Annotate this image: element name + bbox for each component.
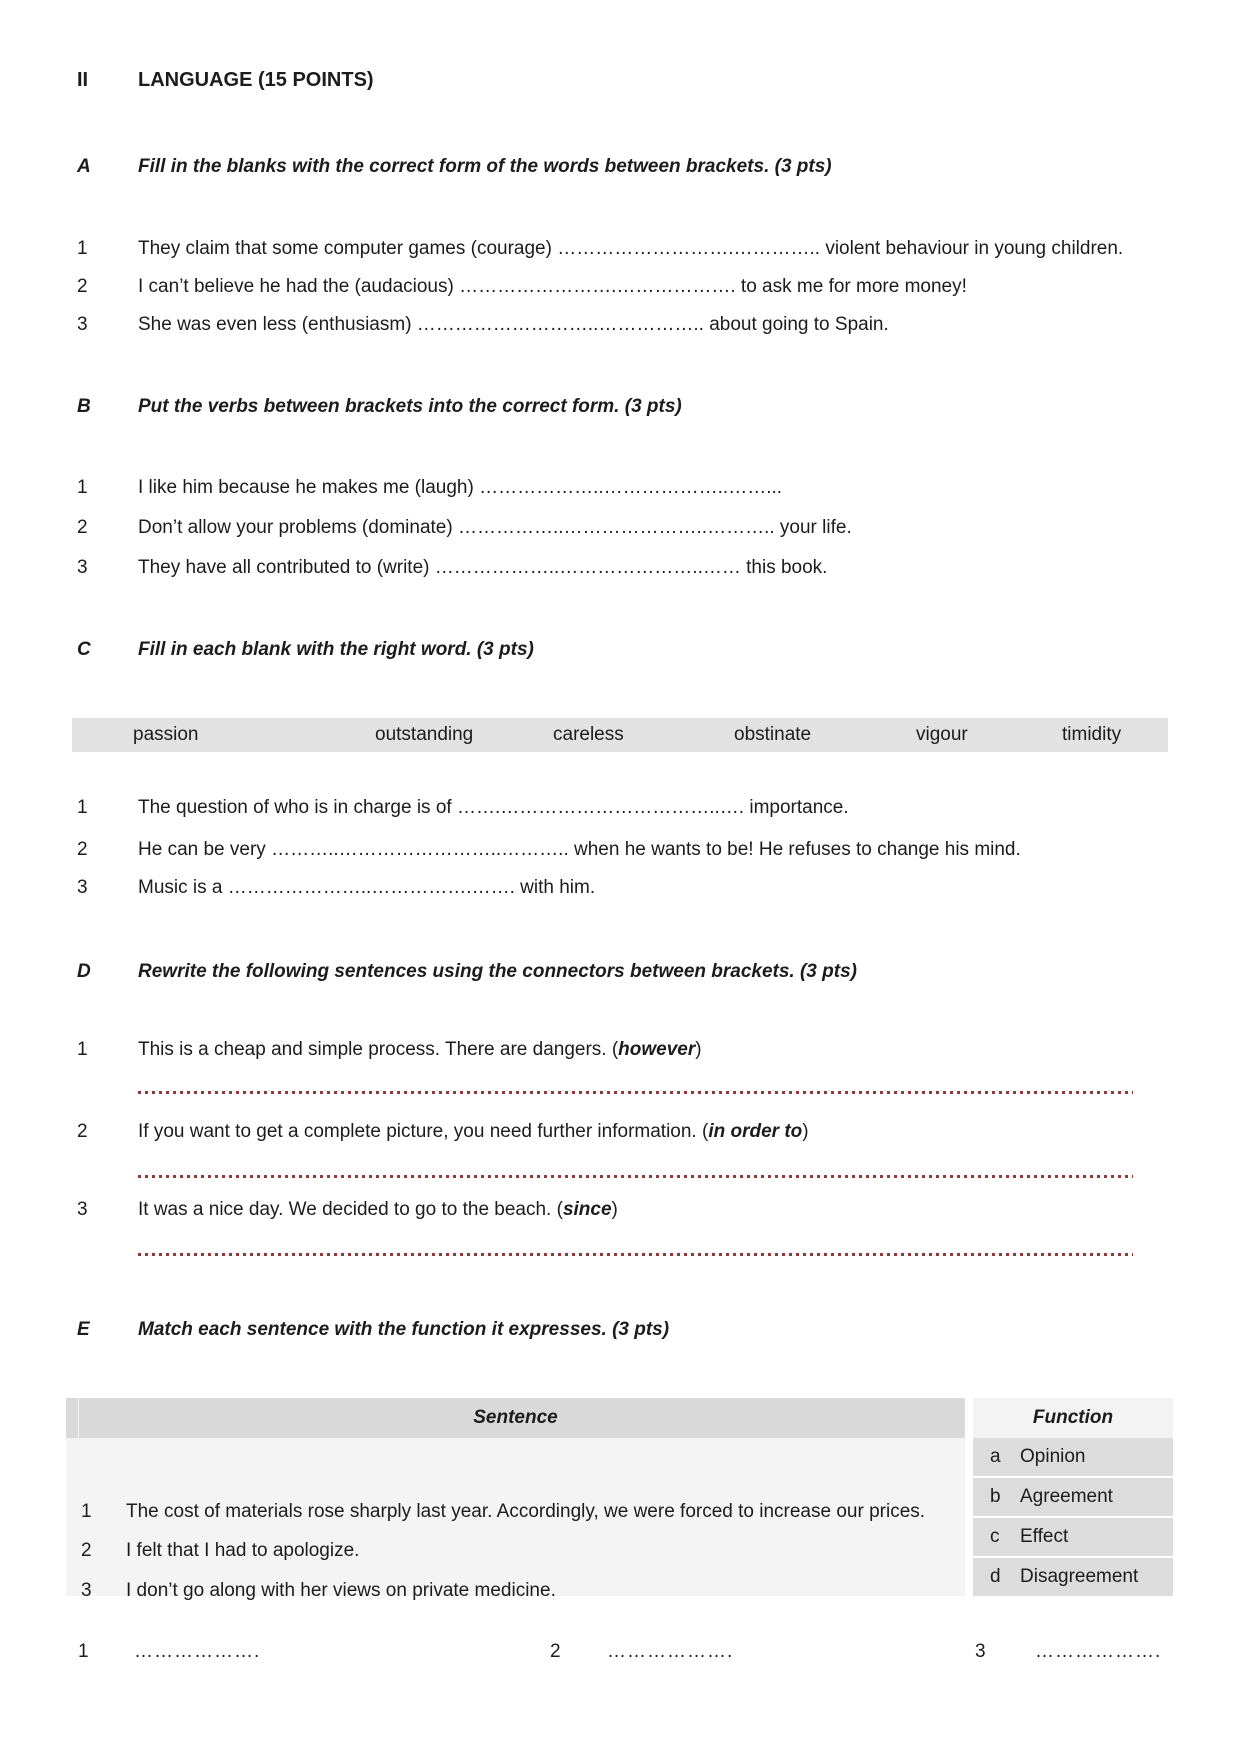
sentence-text: I felt that I had to apologize. — [126, 1540, 360, 1561]
item-number: 3 — [77, 314, 88, 335]
page-title: LANGUAGE (15 POINTS) — [138, 69, 374, 91]
sentence-prefix: If you want to get a complete picture, you need further information. ( — [138, 1121, 709, 1142]
section-a-heading: Fill in the blanks with the correct form of the words between brackets. (3 pts) — [138, 156, 832, 177]
word-bank-word-vigour: vigour — [916, 724, 968, 745]
function-cell-c — [973, 1518, 1173, 1556]
item-number: 3 — [77, 877, 88, 898]
sentence-list-cell — [66, 1438, 965, 1601]
item-number: 3 — [77, 557, 88, 578]
sentence-text: The cost of materials rose sharply last year. Accordingly, we were forced to increase our prices. — [126, 1501, 926, 1522]
word-bank-word-obstinate: obstinate — [734, 724, 812, 745]
item-number: 3 — [77, 1199, 88, 1220]
word-bank-word-timidity: timidity — [1062, 724, 1122, 745]
item-number: 1 — [77, 797, 88, 818]
connector-word: however — [618, 1039, 696, 1060]
item-number: 1 — [77, 477, 88, 498]
table-header-function: Function — [973, 1398, 1173, 1438]
word-bank-word-outstanding: outstanding — [375, 724, 474, 745]
function-cell-b — [973, 1478, 1173, 1516]
sentence-number: 1 — [81, 1501, 92, 1522]
function-label: Opinion — [1020, 1446, 1086, 1467]
item-number: 2 — [77, 276, 88, 297]
item-text: He can be very ………..……………………..……….. when he wants to be! He refuses to change his mind. — [138, 839, 1021, 860]
section-d-letter: D — [77, 961, 91, 982]
connector-word: since — [562, 1199, 612, 1220]
item-text: She was even less (enthusiasm) ………………………..…………….. about going to Spain. — [138, 314, 889, 335]
function-letter: d — [990, 1566, 1001, 1587]
item-text: Music is a …………………..…………….……. with him. — [138, 877, 596, 898]
sentence-prefix: This is a cheap and simple process. There are dangers. ( — [138, 1039, 619, 1060]
word-bank-word-careless: careless — [553, 724, 624, 745]
item-text: The question of who is in charge is of …….……………………………..…. importance. — [138, 797, 849, 818]
item-text: They claim that some computer games (courage) ……………………….………….. violent behaviour in young children. — [138, 238, 1124, 259]
function-letter: b — [990, 1486, 1001, 1507]
function-label: Agreement — [1020, 1486, 1113, 1507]
section-e-letter: E — [77, 1319, 90, 1340]
item-number: 2 — [77, 517, 88, 538]
sentence-suffix: ) — [802, 1121, 809, 1142]
answer-slot-number: 2 — [550, 1641, 561, 1662]
item-text — [138, 1198, 618, 1222]
function-cell-a — [973, 1438, 1173, 1476]
answer-slot-number: 1 — [78, 1641, 89, 1662]
item-text: They have all contributed to (write) ………………..…………………..…… this book. — [138, 557, 828, 578]
function-letter: c — [990, 1526, 1000, 1547]
item-text — [138, 1038, 702, 1062]
function-label: Effect — [1020, 1526, 1069, 1547]
answer-slot-number: 3 — [975, 1641, 986, 1662]
word-bank — [72, 718, 1168, 752]
sentence-suffix: ) — [695, 1039, 702, 1060]
function-label: Disagreement — [1020, 1566, 1139, 1587]
section-number: II — [77, 69, 89, 91]
section-b-heading: Put the verbs between brackets into the correct form. (3 pts) — [138, 396, 682, 417]
matching-table — [66, 1398, 1173, 1601]
section-b-letter: B — [77, 396, 91, 417]
sentence-number: 2 — [81, 1540, 92, 1561]
answer-slot-blank: ………………. — [134, 1641, 261, 1662]
function-letter: a — [990, 1446, 1001, 1467]
connector-word: in order to — [708, 1121, 803, 1142]
answer-slot-blank: ………………. — [1035, 1641, 1162, 1662]
answer-dotted-line-1 — [138, 1091, 1133, 1094]
section-d-heading: Rewrite the following sentences using the connectors between brackets. (3 pts) — [138, 961, 857, 982]
table-header-sentence: Sentence — [66, 1398, 965, 1438]
item-number: 2 — [77, 1121, 88, 1142]
item-text: Don’t allow your problems (dominate) ……………..…………………..……….. your life. — [138, 517, 852, 538]
sentence-prefix: It was a nice day. We decided to go to the beach. ( — [138, 1199, 563, 1220]
section-e-heading: Match each sentence with the function it expresses. (3 pts) — [138, 1319, 670, 1340]
item-text: I can’t believe he had the (audacious) …………………….………………. to ask me for more money! — [138, 276, 967, 297]
item-number: 2 — [77, 839, 88, 860]
section-a-letter: A — [77, 156, 91, 177]
word-bank-word-passion: passion — [133, 724, 199, 745]
answer-dotted-line-3 — [138, 1253, 1133, 1256]
item-text: I like him because he makes me (laugh) ………………..………………..……... — [138, 477, 783, 498]
answer-dotted-line-2 — [138, 1175, 1133, 1178]
item-number: 1 — [77, 238, 88, 259]
answer-slot-blank: ………………. — [607, 1641, 734, 1662]
function-cell-d — [973, 1558, 1173, 1596]
item-text — [138, 1120, 809, 1144]
item-number: 1 — [77, 1039, 88, 1060]
sentence-number: 3 — [81, 1580, 92, 1601]
section-c-letter: C — [77, 639, 91, 660]
sentence-suffix: ) — [611, 1199, 618, 1220]
section-c-heading: Fill in each blank with the right word. (3 pts) — [138, 639, 534, 660]
sentence-text: I don’t go along with her views on private medicine. — [126, 1580, 556, 1601]
